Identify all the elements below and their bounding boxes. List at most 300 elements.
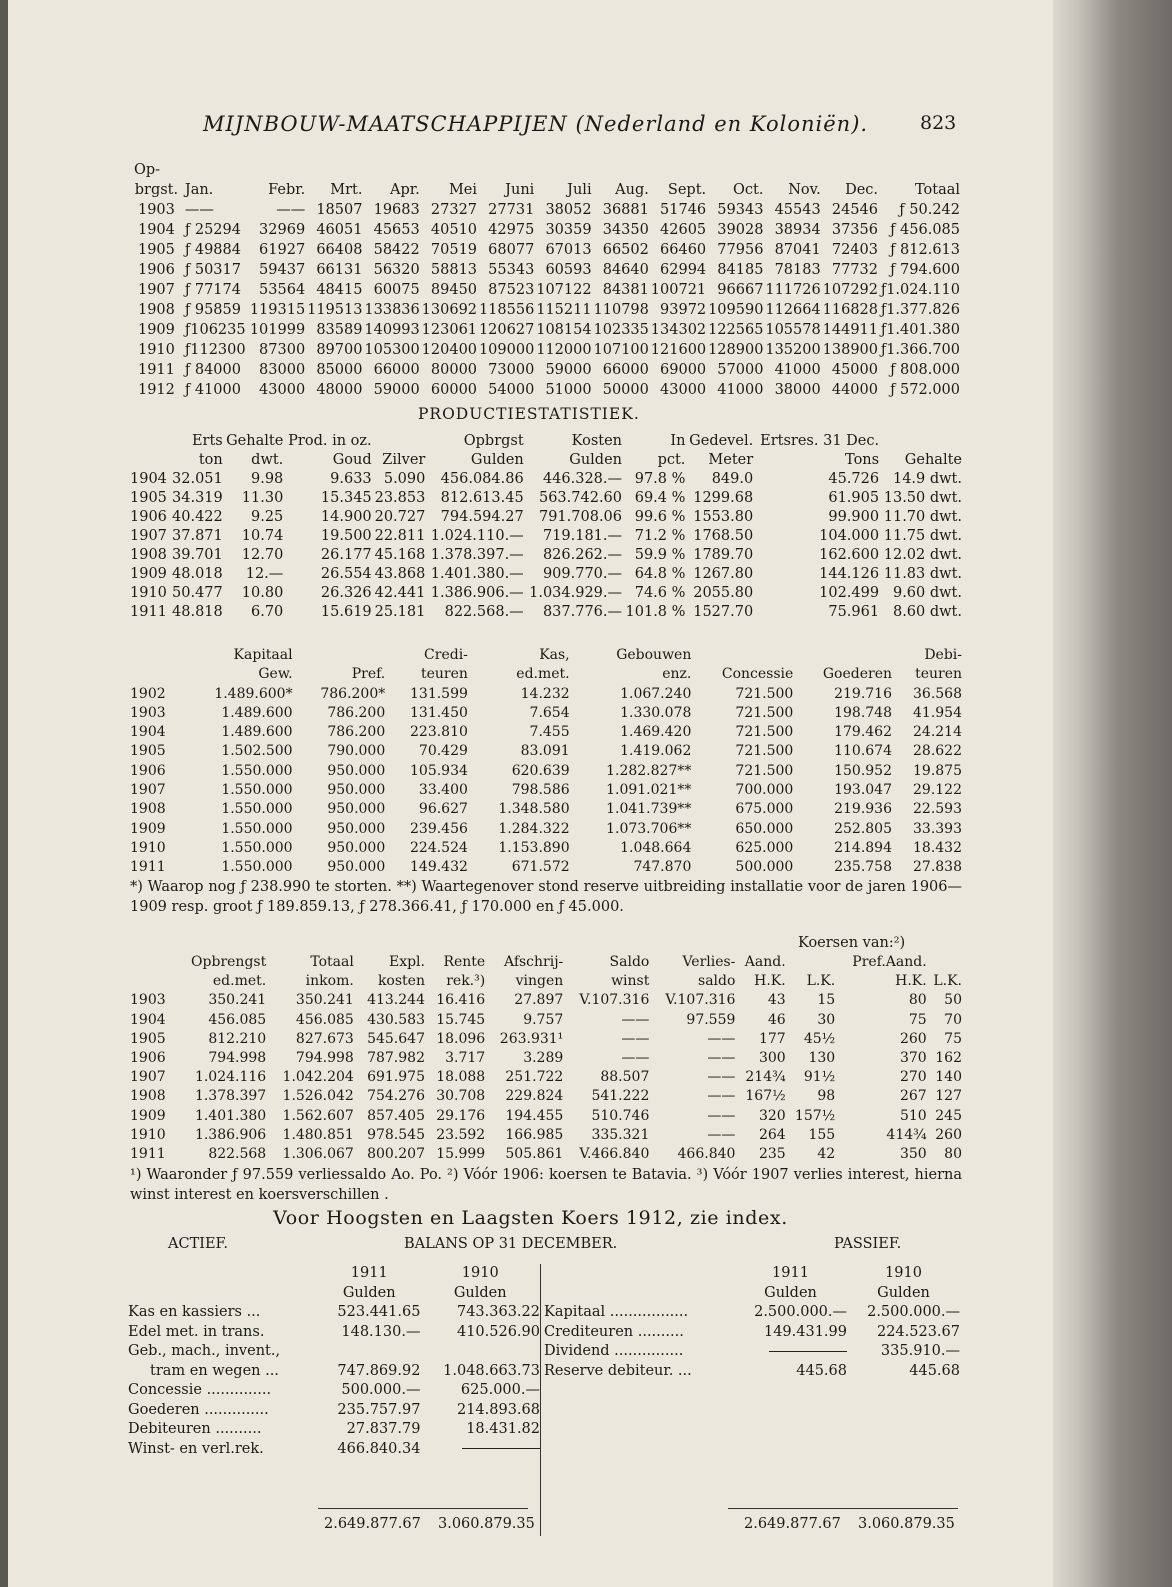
table-cell: 563.742.60	[538, 490, 623, 506]
table-cell: 69.4 %	[634, 490, 686, 506]
table-cell: ƒ106235	[184, 322, 246, 338]
table-cell: 719.181.—	[542, 528, 623, 544]
table-cell: ——	[707, 1030, 736, 1047]
balance-value: 27.837.79	[346, 1421, 421, 1437]
table-cell: 27.838	[913, 859, 962, 876]
table-cell: ƒ 812.613	[890, 242, 960, 258]
table-cell: 9.757	[523, 1011, 564, 1028]
unit-row	[544, 1284, 960, 1304]
table-cell: 24546	[831, 202, 878, 218]
table-cell: 10.74	[241, 528, 284, 544]
table-row	[134, 240, 960, 260]
balance-value: 523.441.65	[337, 1304, 421, 1320]
table-cell: 66000	[602, 362, 649, 378]
table-cell: 59343	[717, 202, 764, 218]
table-cell: 96667	[717, 282, 764, 298]
table-cell: 16.416	[436, 992, 486, 1009]
table-cell: 33.393	[913, 820, 962, 837]
table-cell: V.107.316	[579, 992, 650, 1009]
column-header	[691, 646, 793, 665]
table-cell: 59000	[545, 362, 592, 378]
column-header: teuren	[420, 666, 468, 683]
balance-row	[128, 1401, 540, 1421]
table-cell: V.466.840	[579, 1146, 650, 1163]
table-cell: 1.024.110.—	[430, 528, 524, 544]
table-cell: 55343	[488, 262, 535, 278]
table-cell: 1.480.851	[282, 1126, 354, 1143]
table-cell: 99.900	[828, 509, 880, 525]
balance-value: 2.500.000.—	[867, 1304, 960, 1320]
table-cell: 104.000	[819, 528, 880, 544]
table-cell: 73000	[488, 362, 535, 378]
table-cell: 822.568	[208, 1146, 267, 1163]
table-cell: 121600	[650, 342, 707, 358]
table-cell: ƒ 25294	[184, 222, 241, 238]
table-cell: 1903	[130, 704, 166, 721]
table-cell: 541.222	[591, 1088, 650, 1105]
balance-row	[544, 1303, 960, 1323]
table-cell: 1907	[130, 1069, 166, 1086]
table-cell: 1908	[137, 302, 175, 318]
balance-title: BALANS OP 31 DECEMBER.	[404, 1236, 618, 1252]
column-header	[793, 646, 892, 665]
table-cell: 102.499	[819, 585, 880, 601]
column-header: Expl.	[388, 954, 425, 970]
table-cell: 89450	[430, 282, 478, 298]
table-cell: 721.500	[735, 743, 794, 760]
table-cell: ——	[707, 1126, 736, 1143]
table-cell: 456.085	[295, 1011, 354, 1028]
table-cell: 1907	[137, 282, 175, 298]
table-cell: 30.708	[436, 1088, 486, 1105]
balance-value: 148.130.—	[341, 1323, 421, 1340]
table-cell: 110798	[593, 302, 649, 318]
table-cell: 1.034.929.—	[529, 585, 623, 601]
table-cell: 219.716	[834, 685, 892, 702]
table-cell: ƒ 77174	[184, 282, 241, 298]
table-cell: 1904	[130, 724, 166, 741]
table-cell: 140993	[364, 322, 420, 338]
passief-total-rule	[728, 1508, 958, 1509]
table-cell: 135200	[765, 342, 821, 358]
table-cell: 42	[817, 1146, 836, 1163]
table-cell: ——	[707, 1050, 736, 1067]
table-cell: 260	[935, 1126, 962, 1143]
balance-value: 224.523.67	[876, 1323, 960, 1340]
table-cell: 177	[758, 1030, 786, 1047]
table-cell: 193.047	[834, 782, 892, 799]
table-cell: 39028	[717, 222, 764, 238]
table-cell: ƒ 572.000	[890, 382, 960, 398]
table-cell: 12.70	[241, 547, 284, 563]
table-cell: ƒ 41000	[184, 382, 241, 398]
table-cell: 66460	[660, 242, 707, 258]
table-cell: 18.432	[913, 839, 962, 856]
table-cell: 45543	[774, 202, 821, 218]
table-cell: 812.210	[208, 1030, 267, 1047]
column-header: saldo	[698, 973, 736, 990]
table-cell: 46	[767, 1011, 786, 1028]
table-cell: 794.594.27	[440, 509, 524, 525]
column-header: ed.met.	[516, 666, 570, 683]
table-cell: 71.2 %	[634, 528, 686, 544]
table-cell: 350	[899, 1146, 927, 1163]
balance-value: 2.500.000.—	[754, 1304, 847, 1320]
table-cell: 1909	[130, 820, 166, 837]
table-row	[130, 584, 962, 603]
table-cell: 1.419.062	[620, 743, 692, 760]
table-cell: 144.126	[819, 566, 880, 582]
table-cell: 59437	[259, 262, 306, 278]
table-cell: 27.897	[514, 992, 564, 1009]
table-cell: 127	[935, 1088, 962, 1105]
table-cell: 1.469.420	[620, 724, 692, 741]
table-cell: 10.80	[241, 585, 284, 601]
table-cell: 1912	[137, 382, 175, 398]
column-header: brgst.	[134, 182, 179, 198]
table-cell: 58813	[430, 262, 478, 278]
table-cell: 87300	[259, 342, 306, 358]
table-cell: 260	[899, 1030, 927, 1047]
table-cell: 26.177	[320, 547, 372, 563]
table-cell: 30359	[545, 222, 592, 238]
column-header: Afschrij-	[503, 954, 564, 970]
table-cell: 48415	[316, 282, 363, 298]
table-cell: 60593	[545, 262, 592, 278]
column-header: Oct.	[732, 182, 764, 198]
column-header: Kas,	[539, 647, 570, 663]
table-cell: 46051	[316, 222, 363, 238]
table-cell: 34350	[602, 222, 649, 238]
table-cell: 45000	[831, 362, 878, 378]
table-row	[130, 704, 962, 723]
table-cell: 51000	[545, 382, 592, 398]
table-cell: 50	[944, 992, 962, 1009]
table-cell: 370	[899, 1050, 927, 1067]
table-cell: 133836	[364, 302, 420, 318]
column-header: Tons	[845, 452, 880, 468]
table-cell: 42975	[488, 222, 535, 238]
table-cell: 131.599	[410, 685, 468, 702]
table-cell: 61927	[259, 242, 306, 258]
table-cell: 950.000	[327, 801, 386, 818]
table-cell: 1.153.890	[498, 839, 570, 856]
column-header: vingen	[515, 973, 564, 990]
table-cell: 7.455	[529, 724, 570, 741]
table-cell: 84640	[602, 262, 649, 278]
table-cell: ƒ 84000	[184, 362, 241, 378]
balance-value: 445.68	[796, 1362, 847, 1379]
table-row	[130, 742, 962, 761]
table-cell: 80	[908, 992, 927, 1009]
table-cell: 116828	[822, 302, 878, 318]
balance-row	[128, 1303, 540, 1323]
table-cell: 691.975	[367, 1069, 425, 1086]
table-cell: 510	[899, 1107, 927, 1124]
table-cell: 1909	[130, 1107, 166, 1124]
balance-item-label: Winst- en verl.rek.	[128, 1440, 264, 1457]
balance-item-label: Reserve debiteur. ...	[544, 1362, 692, 1379]
table-cell: 162.600	[819, 547, 880, 563]
table-cell: 26.554	[320, 566, 372, 582]
table-cell: 22.593	[913, 801, 962, 818]
column-header	[293, 646, 386, 665]
table-cell: 1905	[130, 1030, 166, 1047]
table-cell: 62994	[660, 262, 707, 278]
table-cell: 794.998	[208, 1050, 267, 1067]
table-cell: 950.000	[327, 782, 386, 799]
column-header: H.K.	[895, 973, 927, 990]
table-cell: 41000	[717, 382, 764, 398]
table-cell: 270	[899, 1069, 927, 1086]
column-header: Mrt.	[330, 182, 363, 198]
table-cell: 75.961	[828, 604, 880, 620]
table-cell: 466.840	[677, 1146, 736, 1163]
header-row	[130, 451, 962, 470]
table-cell: 950.000	[327, 859, 386, 876]
table-cell: 1.502.500	[221, 743, 293, 760]
table-row	[130, 781, 962, 800]
header-row	[130, 646, 962, 665]
actief-column	[128, 1264, 540, 1459]
table-cell: 40.422	[172, 509, 223, 525]
production-header	[130, 432, 962, 470]
column-header: Jan.	[184, 182, 214, 198]
table-cell: 37.871	[172, 528, 223, 544]
balance-row	[544, 1362, 960, 1382]
column-header	[130, 665, 181, 684]
table-cell: 43000	[259, 382, 306, 398]
table-cell: 45653	[373, 222, 420, 238]
results-table	[130, 953, 962, 1164]
table-cell: ——	[707, 1107, 736, 1124]
table-row	[130, 1049, 962, 1068]
column-header: L.K.	[933, 973, 962, 990]
table-cell: 109590	[708, 302, 764, 318]
table-cell: 138900	[822, 342, 878, 358]
table-cell: 1905	[130, 490, 167, 506]
table-cell: 83589	[316, 322, 363, 338]
table-cell: 26.326	[320, 585, 372, 601]
empty-dash	[462, 1448, 540, 1449]
table-cell: 77956	[717, 242, 764, 258]
table-cell: 1.489.600	[221, 724, 293, 741]
table-row	[130, 527, 962, 546]
column-header: Debi-	[924, 647, 962, 663]
table-cell: 3.717	[445, 1050, 486, 1067]
table-cell: 105.934	[410, 762, 468, 779]
table-cell: 23.592	[436, 1126, 486, 1143]
header-row	[130, 665, 962, 684]
balance-item-label: Dividend ...............	[544, 1343, 684, 1359]
table-cell: 235	[758, 1146, 786, 1163]
table-cell: 1906	[130, 1050, 166, 1067]
table-cell: 9.633	[330, 471, 372, 487]
table-cell: 42.441	[374, 585, 426, 601]
balance-value: 466.840.34	[337, 1440, 421, 1457]
table-cell: 19683	[373, 202, 420, 218]
unit-cell: Gulden	[877, 1284, 930, 1301]
monthly-header-row	[134, 180, 960, 200]
column-header: kosten	[377, 973, 425, 990]
table-row	[130, 858, 962, 877]
table-cell: 267	[899, 1088, 927, 1105]
table-cell: 64.8 %	[634, 566, 686, 582]
table-cell: 59.9 %	[634, 547, 686, 563]
table-cell: 320	[758, 1107, 786, 1124]
table-cell: ƒ 456.085	[890, 222, 960, 238]
table-cell: 27327	[430, 202, 478, 218]
column-header: Febr.	[268, 182, 306, 198]
table-row	[130, 839, 962, 858]
passief-body	[544, 1303, 960, 1381]
table-cell: 1267.80	[693, 566, 754, 582]
table-cell: 61.905	[828, 490, 880, 506]
table-cell: 34.319	[172, 490, 223, 506]
table-cell: 849.0	[711, 471, 754, 487]
table-cell: 123061	[421, 322, 478, 338]
table-cell: 1.306.067	[282, 1146, 354, 1163]
balance-value: 335.910.—	[880, 1343, 960, 1359]
table-cell: 1908	[130, 547, 167, 563]
balance-value	[734, 1342, 847, 1362]
column-header: Gulden	[470, 452, 524, 468]
column-header: dwt.	[251, 452, 284, 468]
table-cell: 39.701	[172, 547, 223, 563]
table-cell: 53564	[259, 282, 306, 298]
table-cell: 1908	[130, 1088, 166, 1105]
balance-item-label: Edel met. in trans.	[128, 1323, 265, 1340]
table-cell: 798.586	[511, 782, 570, 799]
table-cell: 335.321	[591, 1126, 650, 1143]
table-cell: 1768.50	[693, 528, 754, 544]
table-cell: 131.450	[410, 704, 468, 721]
table-cell: 721.500	[735, 685, 794, 702]
table-cell: 45.726	[828, 471, 880, 487]
table-cell: 43.868	[374, 566, 426, 582]
table-cell: 111726	[765, 282, 821, 298]
table-cell: 1906	[137, 262, 175, 278]
table-cell: 950.000	[327, 762, 386, 779]
table-row	[134, 200, 960, 220]
table-cell: 1906	[130, 762, 166, 779]
column-header: enz.	[662, 666, 692, 683]
table-cell: 1905	[130, 743, 166, 760]
column-header: Verlies-	[682, 954, 736, 970]
table-cell: 794.998	[295, 1050, 354, 1067]
column-header: H.K.	[754, 973, 786, 990]
table-cell: 263.931¹	[499, 1030, 564, 1047]
table-cell: 32969	[259, 222, 306, 238]
table-cell: 700.000	[735, 782, 794, 799]
column-header	[130, 451, 169, 470]
table-cell: 747.870	[633, 859, 692, 876]
table-cell: 29.176	[436, 1107, 486, 1124]
table-cell: 30	[817, 1011, 836, 1028]
results-footnote: ¹) Waaronder ƒ 97.559 verliessaldo Ao. Po. ²) Vóór 1906: koersen te Batavia. ³) Vóór 1907 verlies interest, hierna winst interest en koersverschillen .	[130, 1167, 962, 1203]
column-header: Opbrgst	[463, 433, 524, 449]
column-header: Totaal	[914, 182, 960, 198]
column-header: winst	[611, 973, 650, 990]
table-cell: 105578	[765, 322, 821, 338]
table-cell: 786.200	[327, 724, 386, 741]
actief-label: ACTIEF.	[168, 1236, 228, 1252]
table-cell: 1.041.739**	[606, 801, 692, 818]
column-header: pct.	[657, 452, 686, 468]
monthly-yield-table	[134, 160, 960, 400]
unit-cell: Gulden	[453, 1284, 507, 1301]
table-cell: 29.122	[913, 782, 962, 799]
table-cell: 19.875	[913, 762, 962, 779]
balance-value: 235.757.97	[337, 1401, 421, 1418]
table-cell: 545.647	[367, 1030, 425, 1047]
table-cell: 85000	[316, 362, 363, 378]
table-cell: 721.500	[735, 762, 794, 779]
table-cell: 97.8 %	[634, 471, 686, 487]
column-header	[372, 432, 426, 451]
balance-row	[544, 1342, 960, 1362]
column-header: Totaal	[310, 954, 354, 970]
passief-table	[544, 1264, 960, 1381]
table-cell: 224.524	[410, 839, 468, 856]
table-cell: 102335	[593, 322, 649, 338]
table-cell: 70	[944, 1011, 962, 1028]
table-cell: 42605	[660, 222, 707, 238]
balance-value: 149.431.99	[763, 1323, 847, 1340]
table-row	[130, 820, 962, 839]
table-cell: 909.770.—	[542, 566, 623, 582]
table-cell: 1.550.000	[221, 801, 293, 818]
table-cell: ƒ 50.242	[899, 202, 960, 218]
table-cell: 80	[944, 1146, 962, 1163]
table-cell: 122565	[708, 322, 764, 338]
table-cell: 98	[817, 1088, 836, 1105]
table-cell: ——	[621, 1030, 650, 1047]
column-header: Pref.Aand.	[852, 954, 927, 970]
table-cell: 54000	[488, 382, 535, 398]
table-cell: 1911	[137, 362, 175, 378]
column-header: Aug.	[615, 182, 649, 198]
year-cell: 1910	[885, 1265, 922, 1281]
table-cell: 790.000	[327, 743, 386, 760]
table-cell: 1911	[130, 859, 166, 876]
balance-item-label: Concessie ..............	[128, 1382, 272, 1398]
balance-divider	[540, 1264, 541, 1536]
balance-value	[420, 1342, 540, 1362]
table-cell: 83000	[259, 362, 306, 378]
table-row	[134, 360, 960, 380]
table-cell: 1910	[130, 1126, 166, 1143]
column-header	[879, 432, 962, 451]
table-cell: 1910	[130, 585, 167, 601]
table-cell: 1.550.000	[221, 839, 293, 856]
table-cell: 235.758	[834, 859, 892, 876]
table-cell: 822.568.—	[444, 604, 524, 620]
table-cell: 6.70	[251, 604, 284, 620]
table-cell: 857.405	[367, 1107, 425, 1124]
table-cell: 978.545	[367, 1126, 425, 1143]
table-cell: 9.25	[251, 509, 284, 525]
balance-row	[128, 1323, 540, 1343]
table-cell: 1.378.397	[194, 1088, 267, 1105]
table-cell: 826.262.—	[542, 547, 623, 563]
year-row	[128, 1264, 540, 1284]
table-cell: ——	[707, 1069, 736, 1086]
table-cell: 675.000	[735, 801, 794, 818]
column-header: Kosten	[571, 433, 623, 449]
capital-footnote: *) Waarop nog ƒ 238.990 te storten. **) Waartegenover stond reserve uitbreiding installatie voor de jaren 1906—1909 resp. groot ƒ 189.859.13, ƒ 278.366.41, ƒ 170.000 en ƒ 45.000.	[130, 879, 962, 915]
table-cell: 1904	[137, 222, 175, 238]
